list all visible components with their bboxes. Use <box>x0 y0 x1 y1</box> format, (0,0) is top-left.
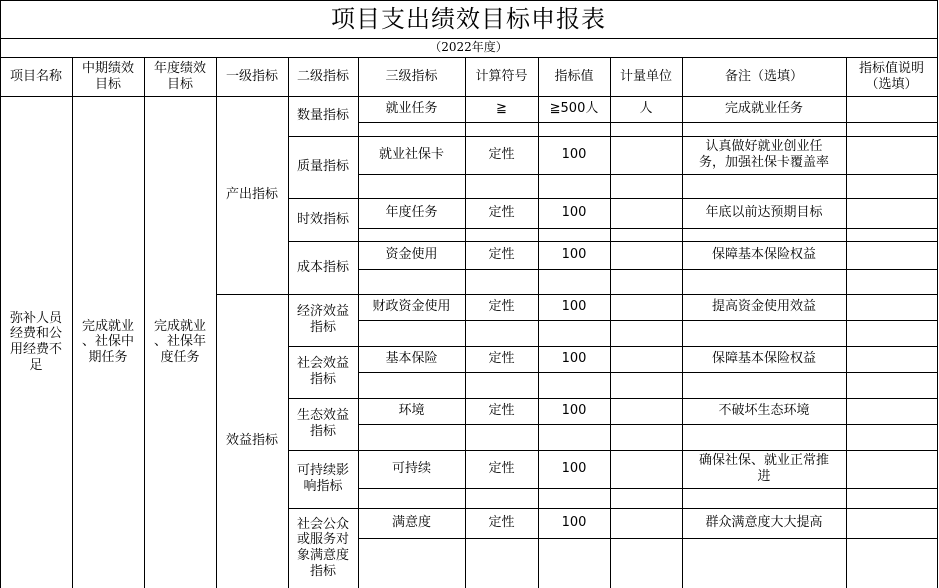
year-label: （2022年度） <box>429 40 508 55</box>
indicator-value-5: 100 <box>561 299 587 315</box>
level2-indicator-7: 生态效益 指标 <box>296 408 349 439</box>
remark-4: 保障基本保险权益 <box>711 247 816 263</box>
level3-indicator-8: 可持续 <box>391 461 431 477</box>
level2-indicator-9: 社会公众 或服务对 象满意度 指标 <box>296 516 349 579</box>
calc-symbol-5: 定性 <box>488 299 515 315</box>
level2-indicator-1: 数量指标 <box>296 108 349 124</box>
level2-indicator-8: 可持续影 响指标 <box>296 463 349 494</box>
unit-8 <box>610 450 682 488</box>
annual-goal-cell: 完成就业 、社保年 度任务 <box>153 318 206 365</box>
level2-indicator-3: 时效指标 <box>296 211 349 227</box>
mid-term-goal-cell: 完成就业 、社保中 期任务 <box>81 318 134 365</box>
unit-7 <box>610 398 682 424</box>
level3-indicator-6: 基本保险 <box>385 351 438 367</box>
indicator-value-6: 100 <box>561 351 587 367</box>
calc-symbol-4: 定性 <box>488 247 515 263</box>
header-unit: 计量单位 <box>619 68 672 84</box>
indicator-value-3: 100 <box>561 205 587 221</box>
level3-indicator-2: 就业社保卡 <box>378 147 444 163</box>
calc-symbol-1: ≧ <box>496 101 507 117</box>
calc-symbol-8: 定性 <box>488 461 515 477</box>
header-indicator-value: 指标值 <box>554 68 594 84</box>
header-value-note: 指标值说明 （选填） <box>858 60 924 92</box>
level1-output-indicator: 产出指标 <box>225 187 278 203</box>
unit-9 <box>610 508 682 538</box>
remark-2: 认真做好就业创业任 务，加强社保卡覆盖率 <box>698 139 829 170</box>
remark-8: 确保社保、就业正常推 进 <box>698 453 829 484</box>
unit-3 <box>610 198 682 228</box>
calc-symbol-6: 定性 <box>488 351 515 367</box>
form-title: 项目支出绩效目标申报表 <box>331 4 606 33</box>
level2-indicator-2: 质量指标 <box>296 159 349 175</box>
level3-indicator-4: 资金使用 <box>385 247 438 263</box>
indicator-value-1: ≧500人 <box>549 101 599 117</box>
header-level1-indicator: 一级指标 <box>225 68 278 84</box>
remark-9: 群众满意度大大提高 <box>705 515 823 531</box>
unit-4 <box>610 241 682 269</box>
level2-indicator-6: 社会效益 指标 <box>296 356 349 387</box>
indicator-value-9: 100 <box>561 515 587 531</box>
remark-5: 提高资金使用效益 <box>711 299 816 315</box>
level2-indicator-5: 经济效益 指标 <box>296 304 349 335</box>
level3-indicator-5: 财政资金使用 <box>372 299 451 315</box>
level3-indicator-3: 年度任务 <box>385 205 438 221</box>
calc-symbol-3: 定性 <box>488 205 515 221</box>
remark-7: 不破坏生态环境 <box>718 403 810 419</box>
unit-1: 人 <box>639 101 653 117</box>
level3-indicator-7: 环境 <box>398 403 425 419</box>
remark-6: 保障基本保险权益 <box>711 351 816 367</box>
header-level2-indicator: 二级指标 <box>296 68 349 84</box>
calc-symbol-7: 定性 <box>488 403 515 419</box>
unit-2 <box>610 136 682 174</box>
level3-indicator-9: 满意度 <box>391 515 431 531</box>
header-level3-indicator: 三级指标 <box>385 68 438 84</box>
project-name-cell: 弥补人员 经费和公 用经费不 足 <box>9 310 62 373</box>
remark-1: 完成就业任务 <box>724 101 803 117</box>
indicator-value-4: 100 <box>561 247 587 263</box>
header-calc-symbol: 计算符号 <box>475 68 528 84</box>
unit-6 <box>610 346 682 372</box>
header-mid-term-goal: 中期绩效 目标 <box>81 60 134 92</box>
remark-3: 年底以前达预期目标 <box>705 205 823 221</box>
indicator-value-7: 100 <box>561 403 587 419</box>
level1-benefit-indicator: 效益指标 <box>225 433 278 449</box>
unit-5 <box>610 294 682 320</box>
header-project-name: 项目名称 <box>9 68 62 84</box>
calc-symbol-2: 定性 <box>488 147 515 163</box>
header-annual-goal: 年度绩效 目标 <box>153 60 206 92</box>
level2-indicator-4: 成本指标 <box>296 259 349 275</box>
indicator-value-2: 100 <box>561 147 587 163</box>
indicator-value-8: 100 <box>561 461 587 477</box>
header-remark: 备注（选填） <box>724 68 803 84</box>
level3-indicator-1: 就业任务 <box>385 101 438 117</box>
calc-symbol-9: 定性 <box>488 515 515 531</box>
